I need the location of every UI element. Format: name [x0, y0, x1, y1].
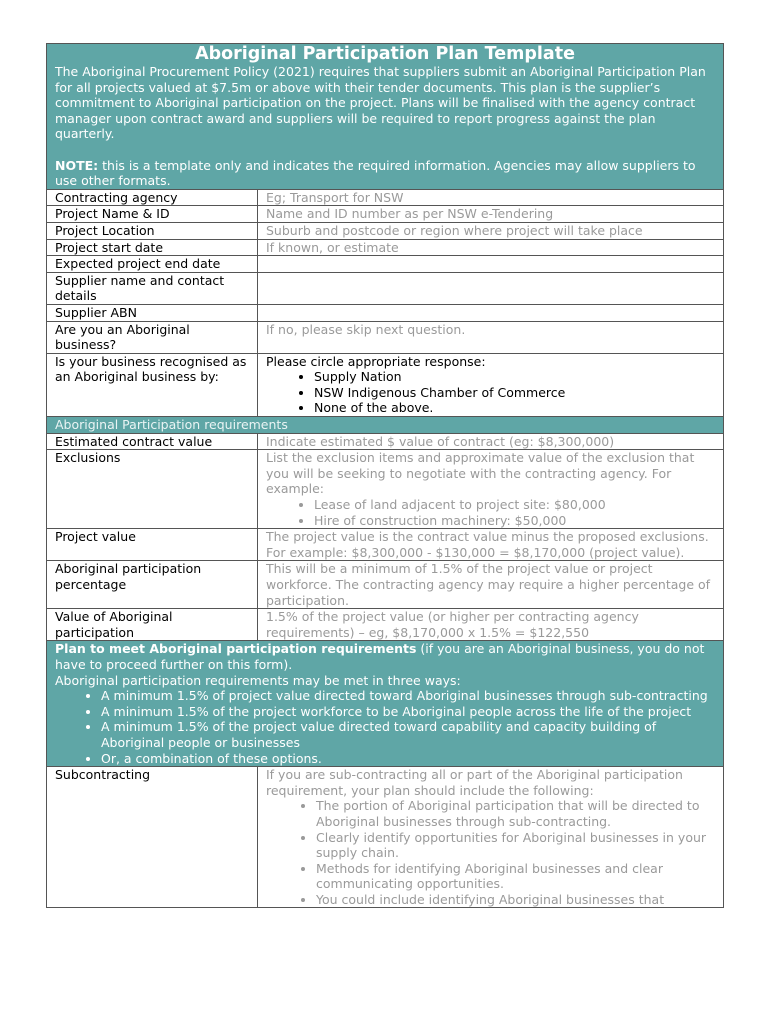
subcontracting-item: • Methods for identifying Aboriginal businesses and clear communicating opportunities. [316, 861, 715, 892]
label-subcontracting: Subcontracting [47, 767, 258, 908]
field-exclusions[interactable] [258, 450, 724, 529]
exclusion-example: • Hire of construction machinery: $50,000 [314, 513, 715, 529]
label-participation-pct: Aboriginal participation percentage [47, 561, 258, 609]
row-estimated-value [47, 433, 724, 450]
option-nsw-iccc[interactable]: • NSW Indigenous Chamber of Commerce [314, 385, 715, 401]
intro-text: The Aboriginal Procurement Policy (2021) requires that suppliers submit an Aboriginal Participation Plan for all projects valued at $7.5m or above with their tender documents. This plan is the supplier’s commitment to Aboriginal participation on the project. Plans will be finalised with the agency contract manager upon contract award and suppliers will be required to report progress against the plan quarterly. [55, 64, 706, 142]
label-estimated-value: Estimated contract value [47, 433, 258, 450]
label-aboriginal-business: Are you an Aboriginal business? [47, 321, 258, 353]
plan-ways-list [55, 688, 715, 766]
plan-way: • A minimum 1.5% of project value directed toward Aboriginal businesses through sub-contracting [101, 688, 715, 704]
subcontracting-item: • Clearly identify opportunities for Aboriginal businesses in your supply chain. [316, 830, 715, 861]
label-project-name: Project Name & ID [47, 206, 258, 223]
field-estimated-value[interactable]: Indicate estimated $ value of contract (eg: $8,300,000) [258, 433, 724, 450]
field-aboriginal-business[interactable]: If no, please skip next question. [258, 321, 724, 353]
label-exclusions: Exclusions [47, 450, 258, 529]
plan-ways-intro: Aboriginal participation requirements may be met in three ways: [55, 672, 461, 688]
label-project-end: Expected project end date [47, 256, 258, 273]
field-participation-value[interactable]: 1.5% of the project value (or higher per contracting agency requirements) – eg, $8,170,000 x 1.5% = $122,550 [258, 609, 724, 641]
label-contracting-agency: Contracting agency [47, 189, 258, 206]
label-supplier-abn: Supplier ABN [47, 304, 258, 321]
option-none[interactable]: • None of the above. [314, 400, 715, 416]
note-text: this is a template only and indicates the required information. Agencies may allow suppliers to use other formats. [55, 157, 696, 189]
form-title: Aboriginal Participation Plan Template [195, 44, 575, 64]
note-paragraph [55, 158, 715, 189]
plan-way: • A minimum 1.5% of the project workforce to be Aboriginal people across the life of the project [101, 704, 715, 720]
field-project-end[interactable] [258, 256, 724, 273]
row-participation-value [47, 609, 724, 641]
label-participation-value: Value of Aboriginal participation [47, 609, 258, 641]
field-supplier-abn[interactable] [258, 304, 724, 321]
field-participation-pct[interactable]: This will be a minimum of 1.5% of the project value or project workforce. The contracting agency may require a higher percentage of participation. [258, 561, 724, 609]
section-requirements-title: Aboriginal Participation requirements [47, 417, 724, 434]
recognised-options [266, 369, 715, 416]
row-supplier-abn [47, 304, 724, 321]
field-subcontracting[interactable] [258, 767, 724, 908]
field-project-start[interactable]: If known, or estimate [258, 239, 724, 256]
section-plan-row [47, 641, 724, 767]
field-project-name[interactable]: Name and ID number as per NSW e-Tendering [258, 206, 724, 223]
row-project-value [47, 529, 724, 561]
label-project-value: Project value [47, 529, 258, 561]
field-recognised[interactable] [258, 353, 724, 416]
exclusions-examples [266, 497, 715, 528]
plan-way: • Or, a combination of these options. [101, 751, 715, 767]
row-supplier-name [47, 272, 724, 304]
participation-plan-form [46, 43, 723, 908]
plan-heading [55, 641, 715, 672]
exclusions-hint: List the exclusion items and approximate value of the exclusion that you will be seeking to negotiate with the contracting agency. For example: [266, 450, 695, 497]
row-exclusions [47, 450, 724, 529]
plan-way: • A minimum 1.5% of the project value directed toward capability and capacity building of Aboriginal people or businesses [101, 719, 715, 750]
option-supply-nation[interactable]: • Supply Nation [314, 369, 715, 385]
form-table [46, 43, 724, 908]
subcontracting-items [266, 798, 715, 907]
subcontracting-hint: If you are sub-contracting all or part of the Aboriginal participation requirement, your plan should include the following: [266, 767, 683, 798]
field-project-location[interactable]: Suburb and postcode or region where project will take place [258, 222, 724, 239]
field-project-value[interactable]: The project value is the contract value minus the proposed exclusions. For example: $8,300,000 - $130,000 = $8,170,000 (project value). [258, 529, 724, 561]
row-project-start [47, 239, 724, 256]
subcontracting-item: • The portion of Aboriginal participation that will be directed to Aboriginal businesses through sub-contracting. [316, 798, 715, 829]
label-project-start: Project start date [47, 239, 258, 256]
row-aboriginal-business [47, 321, 724, 353]
label-supplier-name: Supplier name and contact details [47, 272, 258, 304]
row-project-end [47, 256, 724, 273]
row-recognised [47, 353, 724, 416]
subcontracting-item: • You could include identifying Aboriginal businesses that [316, 892, 715, 908]
section-requirements-row [47, 417, 724, 434]
row-project-name [47, 206, 724, 223]
row-participation-pct [47, 561, 724, 609]
plan-heading-bold: Plan to meet Aboriginal participation requirements [55, 641, 417, 657]
exclusion-example: • Lease of land adjacent to project site: $80,000 [314, 497, 715, 513]
plan-heading-rest: (if you are an Aboriginal business, you do not have to proceed further on this form). [55, 641, 705, 672]
header-row [47, 44, 724, 190]
note-label: NOTE: [55, 157, 99, 173]
label-recognised: Is your business recognised as an Aboriginal business by: [47, 353, 258, 416]
row-subcontracting [47, 767, 724, 908]
recognised-prompt: Please circle appropriate response: [266, 353, 486, 369]
row-project-location [47, 222, 724, 239]
label-project-location: Project Location [47, 222, 258, 239]
field-supplier-name[interactable] [258, 272, 724, 304]
field-contracting-agency[interactable]: Eg; Transport for NSW [258, 189, 724, 206]
row-contracting-agency [47, 189, 724, 206]
